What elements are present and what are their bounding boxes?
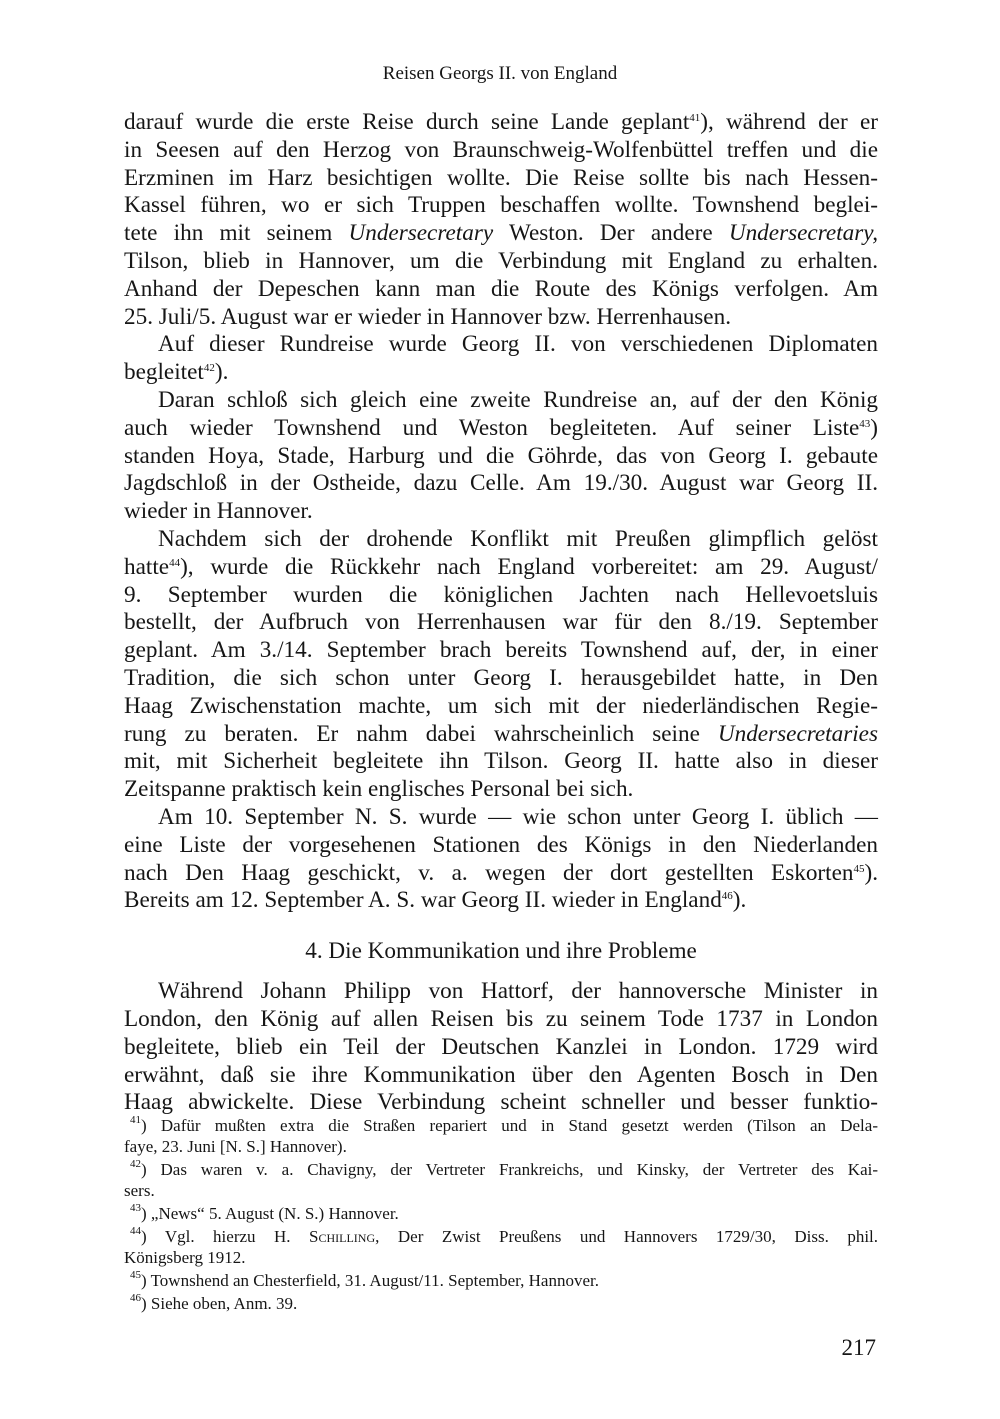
footnote-ref-46[interactable]: 46 [721, 890, 733, 903]
text-line: 25. Juli/5. August war er wieder in Hannover bzw. Herrenhausen. [124, 303, 731, 330]
italic-term: Undersecretary [348, 220, 494, 247]
text-line: Am 10. September N. S. wurde — wie schon unter Georg I. üblich — [158, 803, 878, 830]
footnote-ref-45[interactable]: 45 [853, 862, 865, 875]
footnote-ref-44[interactable]: 44 [169, 556, 181, 569]
section-heading: 4. Die Kommunikation und ihre Probleme [305, 938, 697, 965]
footnote-ref-43[interactable]: 43 [859, 417, 871, 430]
text-line: hatte$^{44}$), wurde die Rückkehr nach England vorbereitet: am 29. August/ [124, 553, 878, 580]
text-line: bestellt, der Aufbruch von Herrenhausen war für den 8./19. September [124, 609, 878, 636]
text-line: Tradition, die sich schon unter Georg I. herausgebildet hatte, in Den [124, 664, 878, 691]
body-text [124, 109, 878, 1117]
text-line: Daran schloß sich gleich eine zweite Rundreise an, auf der den König [158, 386, 878, 413]
footnote-42: $^{42}$) Das waren v. a. Chavigny, der Vertreter Frankreichs, und Kinsky, der Vertreter des Kai- sers. [124, 1158, 878, 1200]
text-line: Bereits am 12. September A. S. war Georg II. wieder in England$^{46}$). [124, 887, 747, 914]
text-line: Tilson, blieb in Hannover, um die Verbindung mit England zu erhalten. [124, 247, 878, 274]
footnote-46: $^{46}$) Siehe oben, Anm. 39. [130, 1292, 298, 1313]
paragraph-1 [124, 109, 878, 331]
text-line: Auf dieser Rundreise wurde Georg II. von verschiedenen Diplomaten [158, 331, 878, 358]
text-line: begleitet$^{42}$). [124, 359, 229, 386]
footnote-ref-42[interactable]: 42 [203, 362, 215, 375]
footnotes [124, 1115, 878, 1316]
text-line: Kassel führen, wo er sich Truppen beschaffen wollte. Townshend beglei- [124, 192, 878, 219]
footnote-41: $^{41}$) Dafür mußten extra die Straßen repariert und in Stand gesetzt werden (Tilson an Dela- faye, 23. Juni [N. S.] Hannover). [124, 1114, 878, 1156]
text-line: geplant. Am 3./14. September brach bereits Townshend auf, der, in einer [124, 637, 878, 664]
text-line: 9. September wurden die königlichen Jachten nach Hellevoetsluis [124, 581, 878, 608]
text-line: wieder in Hannover. [124, 498, 313, 525]
text-line: mit, mit Sicherheit begleitete ihn Tilson. Georg II. hatte also in dieser [124, 748, 878, 775]
text-line: auch wieder Townshend und Weston begleiteten. Auf seiner Liste$^{43}$) [124, 414, 878, 441]
footnote-44: $^{44}$) Vgl. hierzu H. Schilling, Der Zwist Preußens und Hannovers 1729/30, Diss. phil. Königsberg 1912. [124, 1225, 879, 1267]
text-line: darauf wurde die erste Reise durch seine Lande geplant$^{41}$), während der er [124, 109, 878, 135]
text-line: Nachdem sich der drohende Konflikt mit Preußen glimpflich gelöst [158, 525, 878, 552]
running-head: Reisen Georgs II. von England [382, 63, 618, 84]
footnote-45: $^{45}$) Townshend an Chesterfield, 31. August/11. September, Hannover. [130, 1269, 599, 1290]
italic-term: Undersecretary, [728, 220, 879, 247]
paragraph-6 [124, 978, 878, 1117]
text-line: nach Den Haag geschickt, v. a. wegen der dort gestellten Eskorten$^{45}$). [124, 859, 878, 886]
text-line: Erzminen im Harz besichtigen wollte. Die Reise sollte bis nach Hessen- [124, 164, 878, 191]
paragraph-3 [124, 387, 878, 526]
text-line: Haag abwickelte. Diese Verbindung scheint schneller und besser funktio- [124, 1089, 878, 1116]
paragraph-5 [124, 804, 878, 915]
text-line: Anhand der Depeschen kann man die Route des Königs verfolgen. Am [124, 275, 878, 302]
text-line: Haag Zwischenstation machte, um sich mit der niederländischen Regie- [124, 692, 878, 719]
footnote-43: $^{43}$) „News“ 5. August (N. S.) Hannover. [130, 1202, 399, 1223]
text-line: in Seesen auf den Herzog von Braunschweig-Wolfenbüttel treffen und die [124, 136, 878, 163]
paragraph-4 [124, 526, 878, 804]
paragraph-2 [124, 331, 878, 387]
text-line: tete ihn mit seinem Undersecretary Weston. Der andere Undersecretary, [124, 220, 879, 247]
italic-term: Undersecretaries [717, 720, 879, 747]
text-line: London, den König auf allen Reisen bis zu seinem Tode 1737 in London [124, 1005, 878, 1032]
text-line: erwähnt, daß sie ihre Kommunikation über den Agenten Bosch in Den [124, 1061, 878, 1088]
text-line: eine Liste der vorgesehenen Stationen des Königs in den Niederlanden [124, 831, 878, 858]
text-line: begleitete, blieb ein Teil der Deutschen Kanzlei in London. 1729 wird [124, 1033, 878, 1060]
text-line: standen Hoya, Stade, Harburg und die Göhrde, das von Georg I. gebaute [124, 442, 878, 469]
text-line: Jagdschloß in der Ostheide, dazu Celle. Am 19./30. August war Georg II. [124, 470, 878, 497]
author-name: Schilling [309, 1227, 376, 1246]
text-line: Zeitspanne praktisch kein englisches Personal bei sich. [124, 776, 634, 803]
footnote-ref-41[interactable]: 41 [689, 112, 701, 124]
text-line: rung zu beraten. Er nahm dabei wahrscheinlich seine Undersecretaries [124, 720, 879, 747]
page-number: 217 [841, 1335, 876, 1360]
text-line: Während Johann Philipp von Hattorf, der hannoversche Minister in [158, 978, 878, 1005]
